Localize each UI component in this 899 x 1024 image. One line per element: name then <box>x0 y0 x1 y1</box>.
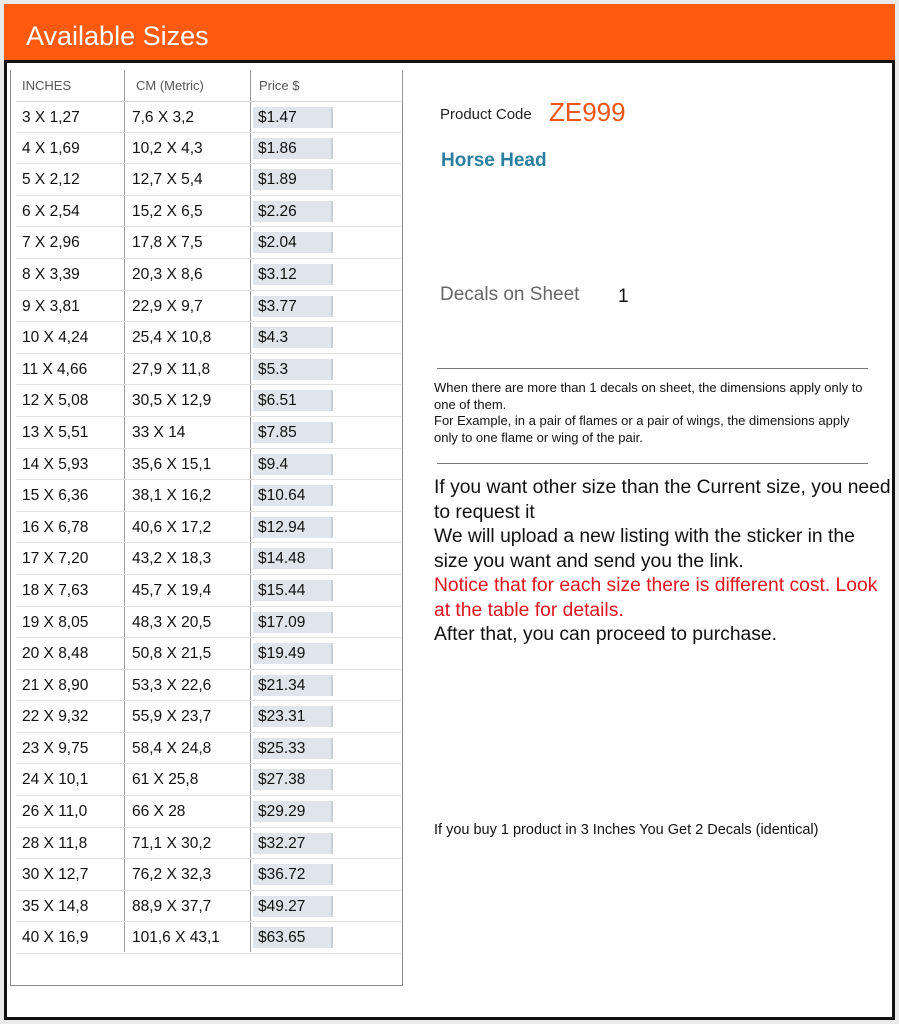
cell-inches: 14 X 5,93 <box>22 455 89 473</box>
cell-inches: 16 X 6,78 <box>22 518 89 536</box>
table-row <box>16 733 401 765</box>
table-row <box>16 227 401 259</box>
cell-inches: 10 X 4,24 <box>22 329 89 347</box>
cell-price: $5.3 <box>253 359 333 380</box>
cell-cm: 45,7 X 19,4 <box>132 581 212 599</box>
cell-inches: 3 X 1,27 <box>22 109 80 126</box>
table-row <box>16 638 401 670</box>
column-header-inches: INCHES <box>22 78 72 93</box>
cell-price: $1.47 <box>253 107 333 128</box>
cell-cm: 48,3 X 20,5 <box>132 613 212 631</box>
cell-price: $27.38 <box>253 769 333 790</box>
header-bar <box>4 4 895 60</box>
cell-cm: 76,2 X 32,3 <box>132 866 212 884</box>
cell-inches: 24 X 10,1 <box>22 771 89 789</box>
decals-note-line: For Example, in a pair of flames or a pair of wings, the dimensions apply only to one flame or wing of the pair. <box>434 413 850 445</box>
cell-inches: 4 X 1,69 <box>22 139 80 157</box>
cell-cm: 58,4 X 24,8 <box>132 739 212 757</box>
table-row <box>16 291 401 323</box>
cell-price: $15.44 <box>253 580 333 601</box>
cell-cm: 33 X 14 <box>132 423 186 441</box>
divider <box>437 368 868 369</box>
cell-inches: 9 X 3,81 <box>22 297 80 315</box>
cell-price: $3.12 <box>253 264 333 285</box>
table-row <box>16 764 401 796</box>
cell-price: $6.51 <box>253 390 333 411</box>
table-row <box>16 196 401 228</box>
cell-cm: 10,2 X 4,3 <box>132 139 203 157</box>
table-row <box>16 164 401 196</box>
table-row <box>16 543 401 575</box>
cell-price: $19.49 <box>253 643 333 664</box>
info-paragraph: After that, you can proceed to purchase. <box>434 624 777 645</box>
product-name: Horse Head <box>441 150 547 171</box>
table-body <box>16 101 401 954</box>
table-row <box>16 322 401 354</box>
table-row <box>16 133 401 165</box>
cell-inches: 19 X 8,05 <box>22 613 89 631</box>
cell-cm: 101,6 X 43,1 <box>132 929 220 947</box>
table-row <box>16 670 401 702</box>
table-row <box>16 701 401 733</box>
cell-inches: 21 X 8,90 <box>22 676 89 694</box>
cell-inches: 17 X 7,20 <box>22 550 89 568</box>
cell-cm: 40,6 X 17,2 <box>132 518 212 536</box>
cell-inches: 26 X 11,0 <box>22 803 88 821</box>
column-divider <box>402 70 403 100</box>
cell-cm: 27,9 X 11,8 <box>132 360 211 378</box>
info-paragraph: If you want other size than the Current size, you need to request it <box>434 477 891 523</box>
cell-cm: 15,2 X 6,5 <box>132 202 203 220</box>
decals-note-line: When there are more than 1 decals on sheet, the dimensions apply only to one of them. <box>434 380 863 412</box>
cell-price: $2.04 <box>253 232 333 253</box>
product-code-label: Product Code <box>440 106 532 123</box>
cell-price: $10.64 <box>253 485 333 506</box>
cell-cm: 71,1 X 30,2 <box>132 834 212 852</box>
table-row <box>16 385 401 417</box>
cell-cm: 25,4 X 10,8 <box>132 329 212 347</box>
cell-cm: 61 X 25,8 <box>132 771 199 789</box>
page-title: Available Sizes <box>26 21 209 51</box>
table-row <box>16 512 401 544</box>
table-row <box>16 101 401 133</box>
table-row <box>16 259 401 291</box>
cell-price: $2.26 <box>253 201 333 222</box>
decals-on-sheet-label: Decals on Sheet <box>440 284 580 305</box>
cell-inches: 12 X 5,08 <box>22 392 89 410</box>
cell-inches: 13 X 5,51 <box>22 423 89 441</box>
table-row <box>16 480 401 512</box>
cell-cm: 17,8 X 7,5 <box>132 234 203 252</box>
cell-inches: 18 X 7,63 <box>22 581 89 599</box>
cell-price: $4.3 <box>253 327 333 348</box>
cell-price: $29.29 <box>253 801 333 822</box>
cell-cm: 12,7 X 5,4 <box>132 171 203 189</box>
cell-price: $1.86 <box>253 138 333 159</box>
cell-price: $3.77 <box>253 296 333 317</box>
cell-price: $36.72 <box>253 864 333 885</box>
cell-price: $14.48 <box>253 548 333 569</box>
cell-cm: 50,8 X 21,5 <box>132 645 212 663</box>
divider <box>437 463 868 464</box>
cell-inches: 35 X 14,8 <box>22 897 89 915</box>
cell-inches: 6 X 2,54 <box>22 202 80 220</box>
decals-on-sheet-value: 1 <box>618 286 629 307</box>
cell-inches: 28 X 11,8 <box>22 834 88 852</box>
table-row <box>16 607 401 639</box>
table-row <box>16 449 401 481</box>
cell-price: $63.65 <box>253 927 333 948</box>
cell-price: $17.09 <box>253 612 333 633</box>
table-row <box>16 859 401 891</box>
cell-inches: 22 X 9,32 <box>22 708 89 726</box>
cell-price: $1.89 <box>253 169 333 190</box>
cell-cm: 88,9 X 37,7 <box>132 897 212 915</box>
cell-cm: 38,1 X 16,2 <box>132 487 212 505</box>
table-row <box>16 891 401 923</box>
notice-paragraph: Notice that for each size there is different cost. Look at the table for details. <box>434 575 878 621</box>
buy-note: If you buy 1 product in 3 Inches You Get 2 Decals (identical) <box>434 822 819 838</box>
column-header-cm: CM (Metric) <box>136 78 204 93</box>
cell-inches: 8 X 3,39 <box>22 265 80 283</box>
cell-cm: 30,5 X 12,9 <box>132 392 212 410</box>
info-paragraph: We will upload a new listing with the sticker in the size you want and send you the link. <box>434 526 855 572</box>
cell-price: $32.27 <box>253 833 333 854</box>
cell-price: $9.4 <box>253 454 333 475</box>
cell-cm: 53,3 X 22,6 <box>132 676 212 694</box>
cell-price: $25.33 <box>253 738 333 759</box>
cell-cm: 55,9 X 23,7 <box>132 708 212 726</box>
decals-note <box>434 380 874 446</box>
cell-inches: 40 X 16,9 <box>22 929 89 947</box>
cell-inches: 7 X 2,96 <box>22 234 80 252</box>
cell-price: $12.94 <box>253 517 333 538</box>
product-code-value: ZE999 <box>549 97 626 127</box>
cell-inches: 20 X 8,48 <box>22 645 89 663</box>
cell-cm: 35,6 X 15,1 <box>132 455 212 473</box>
cell-price: $49.27 <box>253 896 333 917</box>
table-row <box>16 922 401 954</box>
column-header-price: Price $ <box>259 78 300 93</box>
custom-size-info <box>434 476 894 648</box>
cell-cm: 22,9 X 9,7 <box>132 297 203 315</box>
cell-inches: 11 X 4,66 <box>22 360 88 378</box>
cell-inches: 5 X 2,12 <box>22 171 80 189</box>
cell-cm: 20,3 X 8,6 <box>132 265 203 283</box>
table-row <box>16 796 401 828</box>
table-row <box>16 354 401 386</box>
cell-inches: 23 X 9,75 <box>22 739 89 757</box>
cell-inches: 30 X 12,7 <box>22 866 89 884</box>
cell-cm: 43,2 X 18,3 <box>132 550 212 568</box>
table-row <box>16 828 401 860</box>
table-row <box>16 417 401 449</box>
cell-price: $23.31 <box>253 706 333 727</box>
cell-cm: 7,6 X 3,2 <box>132 109 195 126</box>
cell-price: $7.85 <box>253 422 333 443</box>
cell-price: $21.34 <box>253 675 333 696</box>
cell-inches: 15 X 6,36 <box>22 487 89 505</box>
table-row <box>16 575 401 607</box>
cell-cm: 66 X 28 <box>132 803 186 821</box>
